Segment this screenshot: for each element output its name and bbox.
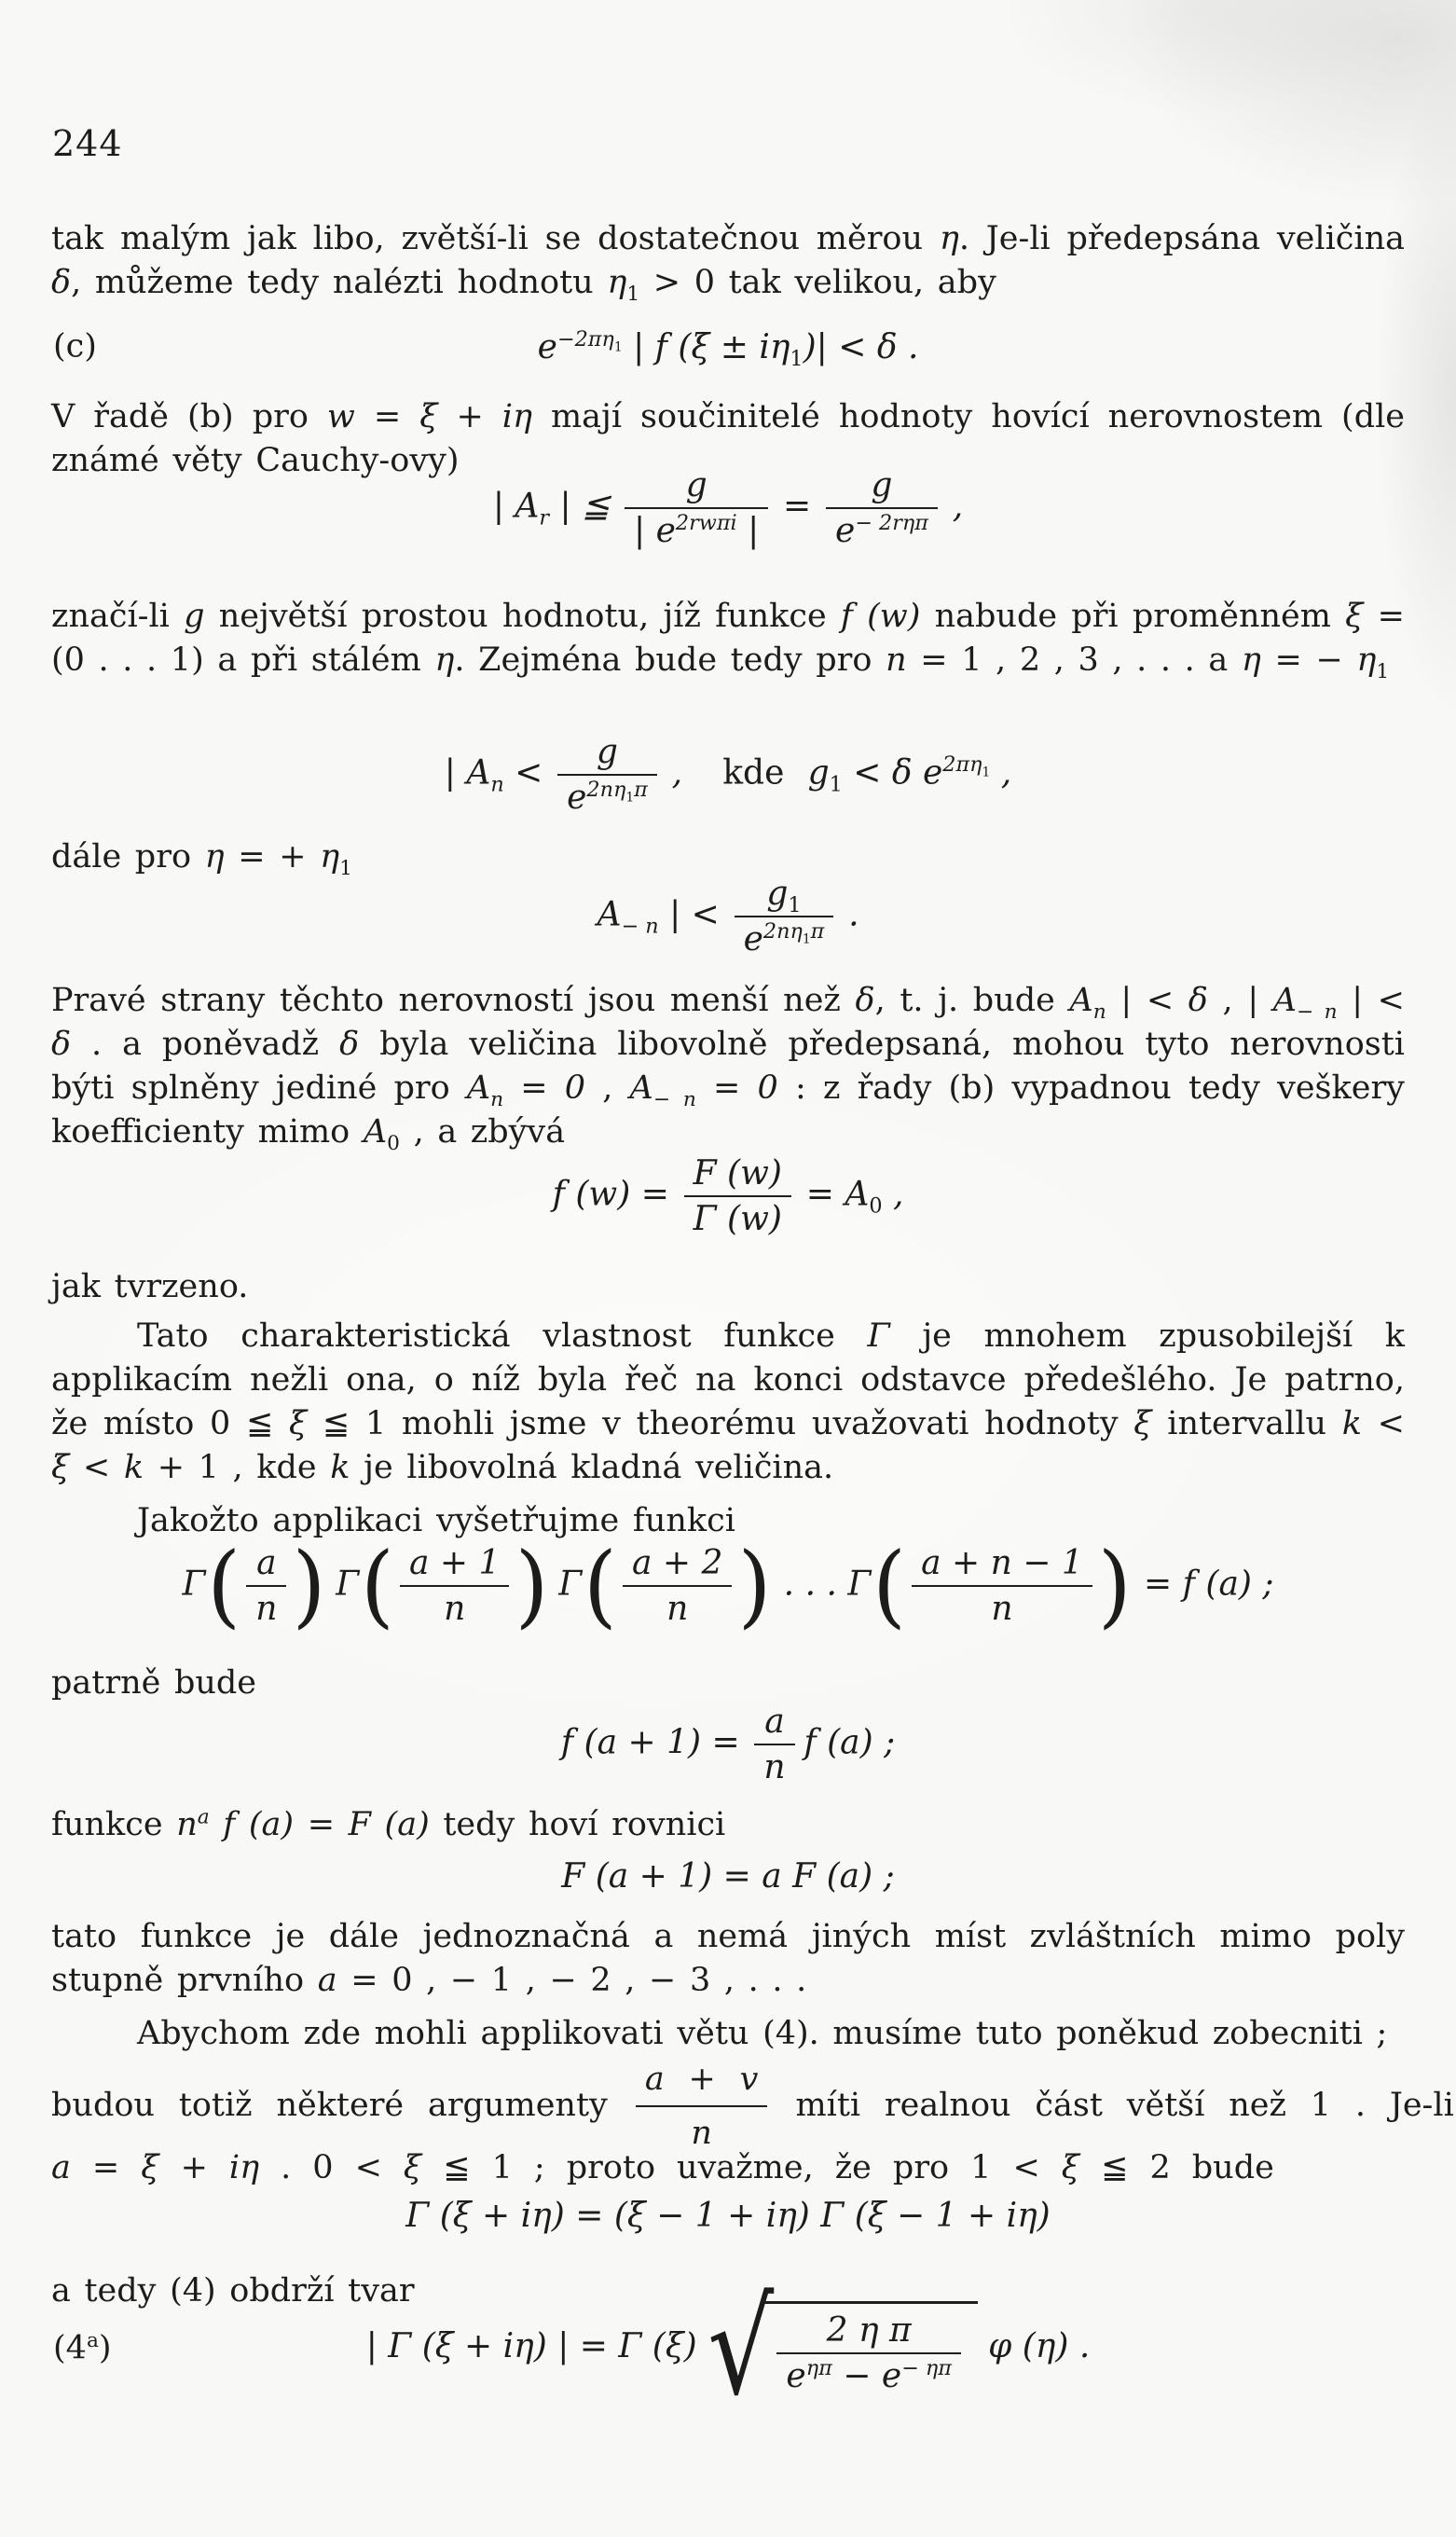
- fraction: [826, 466, 938, 551]
- para-patrne-bude: [51, 1661, 1405, 1705]
- para-budou-totiz: [51, 2056, 1454, 2158]
- fraction: [400, 1544, 509, 1629]
- eq-gamma-shift-text: Γ (ξ + iη) = (ξ − 1 + iη) Γ (ξ − 1 + iη): [405, 2197, 1051, 2236]
- eq-gamma-shift: [51, 2197, 1405, 2234]
- fraction-numerator: a + 2: [632, 1544, 723, 1582]
- fraction-denominator: n: [636, 2105, 768, 2158]
- fraction-numerator: g: [871, 466, 893, 504]
- fraction-numerator: a + 1: [409, 1544, 501, 1582]
- fraction-denominator: $e^{2n\eta_1\pi}$: [557, 774, 657, 818]
- eq-an-text: | $A_n$ < $\frac{g}{e^{2n\eta_1\pi}}$ , kde $g_1 < \delta$ $e^{2\pi\eta_1}$ ,: [444, 733, 1012, 817]
- para-tato-funkce: [51, 1915, 1405, 2003]
- fraction-numerator: a + n − 1: [921, 1544, 1083, 1582]
- fraction-numerator: a: [256, 1544, 277, 1582]
- fraction: [246, 1544, 286, 1629]
- fraction-denominator: n: [623, 1585, 732, 1629]
- page-number: 244: [52, 123, 123, 164]
- para-tak-malym-text: tak malým jak libo, zvětší-li se dostatečnou měrou η. Je-li předepsána veličina δ, můžeme tedy nalézti hodnotu $\eta_1 > 0$ tak velikou, aby: [51, 220, 1405, 306]
- eq-F-a-plus-1-text: F (a + 1) = a F (a) ;: [561, 1857, 895, 1896]
- fraction-numerator: F (w): [693, 1154, 782, 1193]
- radicand: [763, 2301, 978, 2396]
- eq-c-text: $e^{-2\pi\eta_1}$ | f $(\xi \pm i\eta_1)| < \delta$ .: [537, 327, 919, 372]
- eq-an: [51, 733, 1405, 818]
- para-abychom-text: Abychom zde mohli applikovati větu (4). musíme tuto poněkud zobecniti ;: [137, 2015, 1388, 2052]
- eq-gamma-product: [51, 1533, 1405, 1638]
- fraction: [623, 1544, 732, 1629]
- eq-a-minus-n-text: $A_{- n}$ | < $\frac{g_1}{e^{2n\eta_1\pi}}$ .: [597, 875, 859, 958]
- para-tato-charakteristicka: [51, 1315, 1405, 1490]
- para-funkce-naf-text: funkce $n^a$ f (a) = F (a) tedy hoví rovnici: [51, 1805, 726, 1843]
- fraction-numerator: a: [764, 1703, 785, 1741]
- fraction: [684, 1154, 791, 1239]
- para-znaci-li-text: značí-li g největší prostou hodnotu, jíž funkce f (w) nabude při proměnném ξ = (0 . . . 1) a při stálém η. Zejména bude tedy pro n = 1 , 2 , 3 , . . . a η = − $\eta_1$: [51, 598, 1406, 683]
- para-tato-charakteristicka-text: Tato charakteristická vlastnost funkce Γ je mnohem zpusobilejší k applikacím nežli ona, o níž byla řeč na konci odstavce předešlého. Je patrno, že místo 0 ≦ ξ ≦ 1 mohli jsme v theorému uvažovati hodnoty ξ intervallu k < ξ < k + 1 , kde k je libovolná kladná veličina.: [51, 1317, 1406, 1486]
- para-v-rade-text: V řadě (b) pro w = ξ + iη mají součinitelé hodnoty hovící nerovnostem (dle známé věty Cauchy-ovy): [51, 398, 1406, 479]
- fraction-numerator: 2 η π: [826, 2311, 912, 2350]
- fraction: [557, 733, 657, 818]
- para-dale-pro-text: dále pro η = + $\eta_1$: [51, 838, 352, 880]
- fraction-numerator: g: [685, 466, 707, 504]
- fraction-denominator: n: [754, 1744, 794, 1787]
- fraction-denominator: | $e^{2rw\pi i}$ |: [625, 507, 768, 551]
- para-jak-tvrzeno-text: jak tvrzeno.: [51, 1268, 249, 1305]
- fraction: [912, 1544, 1092, 1629]
- para-budou-totiz-text: budou totiž některé argumenty $\frac{a + v}{n}$ míti realnou část větší než 1 . Je-li: [51, 2087, 1454, 2124]
- fraction: [735, 875, 834, 959]
- para-jakozto-text: Jakožto applikaci vyšetřujme funkci: [137, 1502, 735, 1539]
- para-tato-funkce-text: tato funkce je dále jednoznačná a nemá jiných míst zvláštních mimo poly stupně prvního a = 0 , − 1 , − 2 , − 3 , . . .: [51, 1918, 1405, 1999]
- eq-4a-label: (4$^a$): [53, 2328, 112, 2367]
- para-jak-tvrzeno: [51, 1265, 1405, 1309]
- fraction-denominator: n: [400, 1585, 509, 1629]
- para-a-tedy-text: a tedy (4) obdrží tvar: [51, 2272, 415, 2309]
- fraction: [776, 2311, 961, 2396]
- eq-c: [51, 327, 1405, 372]
- para-patrne-bude-text: patrně bude: [51, 1664, 257, 1702]
- para-znaci-li: [51, 595, 1405, 683]
- eq-F-a-plus-1: [51, 1857, 1405, 1895]
- fraction-numerator: g: [596, 733, 618, 771]
- fraction: [625, 466, 768, 551]
- para-abychom: [51, 2012, 1405, 2056]
- fraction: [636, 2056, 768, 2158]
- para-prave-strany: [51, 979, 1405, 1154]
- fraction-denominator: $e^{- 2r\eta\pi}$: [826, 507, 938, 551]
- eq-f-a-plus-1: [51, 1703, 1405, 1787]
- eq-c-label: (c): [53, 327, 97, 365]
- para-a-rovno-text: a = ξ + iη . 0 < ξ ≦ 1 ; proto uvažme, že pro 1 < ξ ≦ 2 bude: [51, 2149, 1274, 2186]
- eq-cauchy: [51, 466, 1405, 551]
- eq-a-minus-n: [51, 875, 1405, 959]
- para-jakozto: [51, 1499, 1405, 1543]
- eq-cauchy-text: | $A_r$ | ≦ $\frac{g}{| e^{2rw\pi i} |}$ = $\frac{g}{e^{- 2r\eta\pi}}$ ,: [492, 466, 964, 550]
- eq-fw-a0: [51, 1154, 1405, 1239]
- fraction-denominator: n: [912, 1585, 1092, 1629]
- fraction-numerator: a + v: [644, 2061, 759, 2098]
- para-dale-pro: [51, 835, 1405, 879]
- eq-gamma-product-text: Γ( $\frac{a}{n}$ ) Γ( $\frac{a + 1}{n}$ ) Γ( $\frac{a + 2}{n}$ ) . . . Γ( $\frac{a + n - 1}{n}$ ) = f (a) ;: [182, 1533, 1274, 1638]
- eq-4a-text: | Γ (ξ + iη) | = Γ (ξ) √ $\frac{\text{2 η π}}{e^{\eta\pi} - e^{- \eta\pi}}$ φ (η) .: [365, 2272, 1091, 2425]
- para-tak-malym: [51, 217, 1405, 305]
- para-funkce-naf: [51, 1803, 1405, 1847]
- fraction: [754, 1703, 794, 1787]
- para-a-rovno: [51, 2146, 1405, 2190]
- fraction-denominator: n: [246, 1585, 286, 1629]
- para-prave-strany-text: Pravé strany těchto nerovností jsou menší než δ, t. j. bude $A_n$ | < δ , | $A_{- n}$ | < δ . a poněvadž δ byla veličina libovolně předepsaná, mohou tyto nerovnosti býti splněny jediné pro $A_n = 0$ , $A_{- n} = 0$ : z řady (b) vypadnou tedy veškery koefficienty mimo $A_0$ , a zbývá: [51, 982, 1405, 1155]
- fraction-denominator: $e^{2n\eta_1\pi}$: [735, 916, 834, 959]
- fraction-denominator: Γ (w): [684, 1195, 791, 1239]
- fraction-numerator: $g_1$: [766, 875, 802, 918]
- fraction-denominator: $e^{\eta\pi} - e^{- \eta\pi}$: [776, 2352, 961, 2396]
- eq-f-a-plus-1-text: f (a + 1) = $\frac{a}{n}$ f (a) ;: [560, 1703, 896, 1786]
- radical: √ $\frac{\text{2 η π}}{e^{\eta\pi} - e^{- \eta\pi}}$: [707, 2301, 978, 2396]
- eq-fw-a0-text: f (w) = $\frac{F (w)}{\Gamma (w)}$ = $A_0$ ,: [552, 1154, 904, 1238]
